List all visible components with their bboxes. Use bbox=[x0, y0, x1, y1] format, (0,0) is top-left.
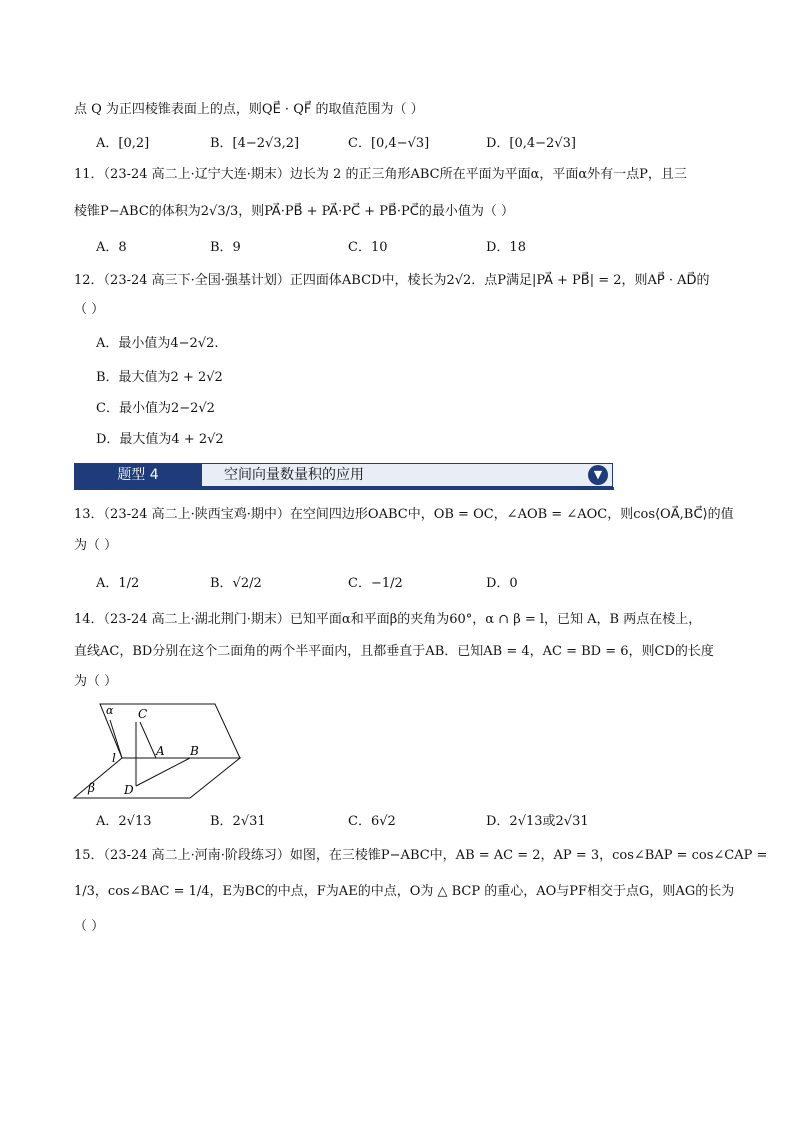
dihedral-angle-figure bbox=[70, 700, 250, 804]
q12-option-c: C．最小值为2−2√2 bbox=[96, 401, 215, 416]
segment-bd bbox=[136, 758, 190, 786]
q12-option-d: D．最大值为4 + 2√2 bbox=[96, 432, 224, 447]
q14-line2: 直线AC，BD分别在这个二面角的两个半平面内，且都垂直于AB．已知AB = 4，AC = BD = 6，则CD的长度 bbox=[74, 644, 714, 659]
q14-option-a: A．2√13 bbox=[96, 814, 152, 829]
section-banner bbox=[74, 461, 614, 489]
plane-beta bbox=[74, 758, 240, 798]
q15-line1: 15．（23-24 高二上·河南·阶段练习）如图，在三棱锥P−ABC中，AB = AC = 2，AP = 3，cos∠BAP = cos∠CAP = bbox=[74, 848, 768, 863]
q12-option-b: B．最大值为2 + 2√2 bbox=[96, 370, 223, 385]
q11-option-a: A．8 bbox=[96, 240, 127, 255]
chevron-down-icon: ▼ bbox=[588, 465, 608, 485]
label-a: A bbox=[156, 744, 165, 758]
section-underline bbox=[74, 487, 614, 490]
q10-option-c: C．[0,4−√3] bbox=[348, 136, 430, 151]
q11-option-d: D．18 bbox=[486, 240, 526, 255]
q15-line3: （ ） bbox=[74, 919, 105, 934]
label-l: l bbox=[112, 751, 116, 765]
q13-line1: 13．（23-24 高二上·陕西宝鸡·期中）在空间四边形OABC中，OB = OC，∠AOB = ∠AOC，则cos⟨OA⃗,BC⃗⟩的值 bbox=[74, 507, 734, 522]
q13-option-c: C．−1/2 bbox=[348, 576, 403, 591]
q10-option-b: B．[4−2√3,2] bbox=[210, 136, 300, 151]
label-b: B bbox=[190, 744, 199, 758]
q13-option-d: D．0 bbox=[486, 576, 518, 591]
q13-option-a: A．1/2 bbox=[96, 576, 140, 591]
q13-line2: 为（ ） bbox=[74, 538, 118, 553]
q10-stem: 点 Q 为正四棱锥表面上的点，则QE⃗ · QF⃗ 的取值范围为（ ） bbox=[74, 102, 424, 117]
q10-option-a: A．[0,2] bbox=[96, 136, 150, 151]
q12-line2: （ ） bbox=[74, 302, 105, 317]
section-tag: 题型 4 bbox=[74, 463, 202, 487]
q11-line1: 11．（23-24 高二上·辽宁大连·期末）边长为 2 的正三角形ABC所在平面为平面α，平面α外有一点P，且三 bbox=[74, 167, 687, 182]
q14-option-d: D．2√13或2√31 bbox=[486, 814, 589, 829]
q11-option-b: B．9 bbox=[210, 240, 241, 255]
segment-ac bbox=[140, 722, 156, 758]
q14-option-b: B．2√31 bbox=[210, 814, 266, 829]
label-c: C bbox=[138, 707, 148, 721]
section-title: 空间向量数量积的应用 bbox=[224, 467, 364, 483]
q12-line1: 12．（23-24 高三下·全国·强基计划）正四面体ABCD中，棱长为2√2．点P满足|PA⃗ + PB⃗| = 2，则AP⃗ · AD⃗的 bbox=[74, 273, 710, 288]
q11-option-c: C．10 bbox=[348, 240, 388, 255]
q15-line2: 1/3，cos∠BAC = 1/4，E为BC的中点，F为AE的中点，O为 △ BCP 的重心，AO与PF相交于点G，则AG的长为 bbox=[74, 884, 735, 899]
q12-option-a: A．最小值为4−2√2. bbox=[96, 336, 219, 351]
plane-alpha bbox=[100, 704, 240, 758]
q14-line1: 14．（23-24 高二上·湖北荆门·期末）已知平面α和平面β的夹角为60°，α ∩ β = l，已知 A，B 两点在棱上， bbox=[74, 612, 702, 627]
label-d: D bbox=[124, 783, 134, 797]
label-beta: β bbox=[88, 781, 95, 795]
q14-option-c: C．6√2 bbox=[348, 814, 396, 829]
q13-option-b: B．√2/2 bbox=[210, 576, 262, 591]
q14-line3: 为（ ） bbox=[74, 674, 118, 689]
label-alpha: α bbox=[106, 704, 114, 717]
q10-option-d: D．[0,4−2√3] bbox=[486, 136, 576, 151]
q11-line2: 棱锥P−ABC的体积为2√3/3，则PA⃗·PB⃗ + PA⃗·PC⃗ + PB⃗·PC⃗的最小值为（ ） bbox=[74, 204, 514, 219]
